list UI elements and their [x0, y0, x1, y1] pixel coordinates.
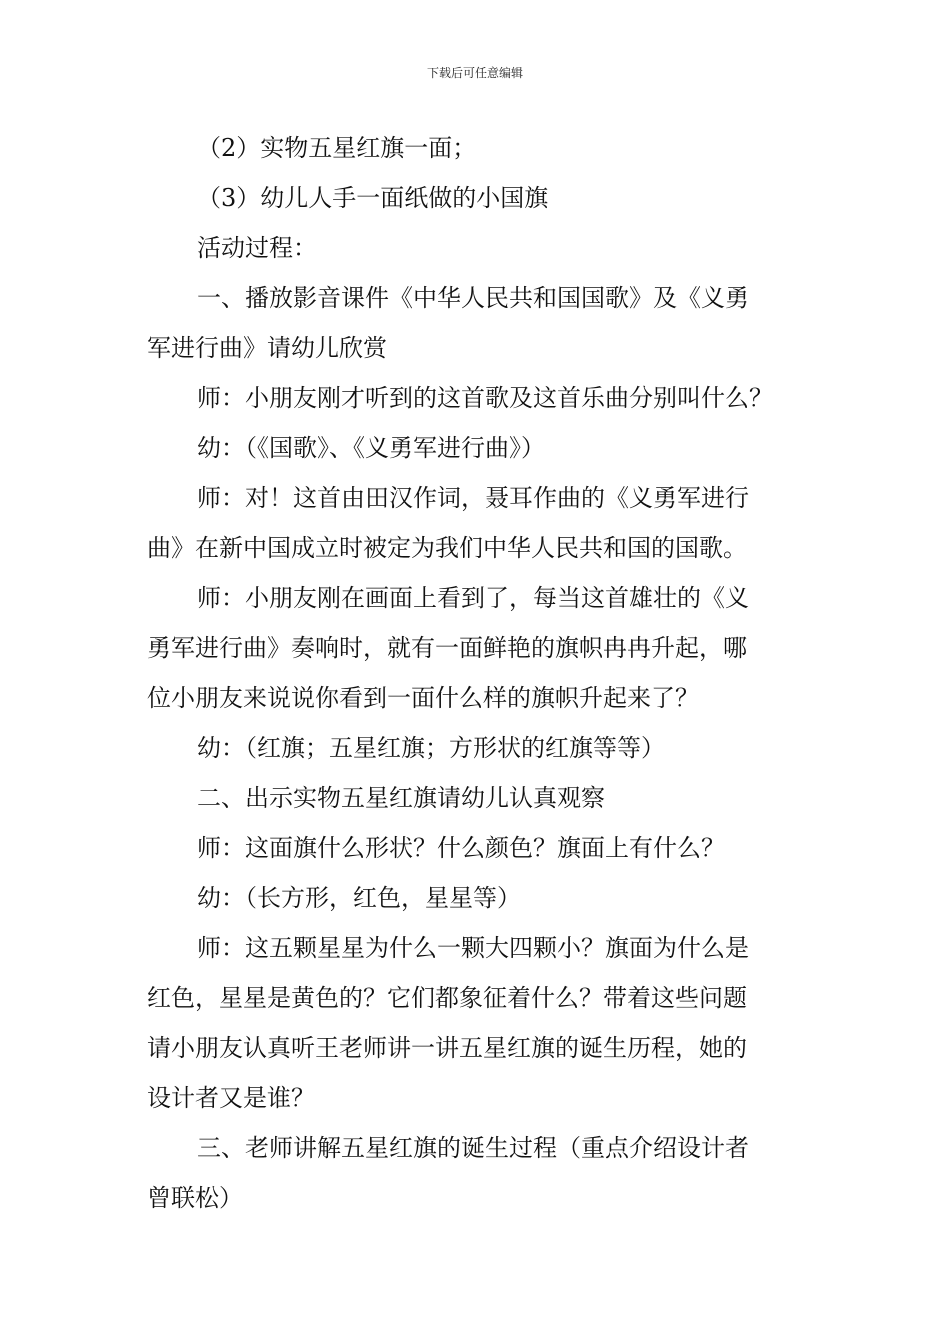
- text-line: 师：对！这首由田汉作词，聂耳作曲的《义勇军进行: [197, 484, 749, 512]
- text-line: 军进行曲》请幼儿欣赏: [147, 334, 387, 362]
- text-line: （2）实物五星红旗一面；: [197, 134, 477, 162]
- text-line: 师：小朋友刚才听到的这首歌及这首乐曲分别叫什么？: [197, 384, 773, 412]
- text-line: 师：这五颗星星为什么一颗大四颗小？旗面为什么是: [197, 934, 749, 962]
- text-line: 曾联松）: [147, 1184, 243, 1212]
- text-line: （3）幼儿人手一面纸做的小国旗: [197, 184, 549, 212]
- text-line: 幼：（《国歌》、《义勇军进行曲》）: [197, 434, 545, 462]
- text-line: 曲》在新中国成立时被定为我们中华人民共和国的国歌。: [147, 534, 747, 562]
- page-header: 下载后可任意编辑: [426, 66, 523, 80]
- document-body: [147, 123, 807, 1223]
- text-line: 位小朋友来说说你看到一面什么样的旗帜升起来了？: [147, 684, 699, 712]
- text-line: 一、播放影音课件《中华人民共和国国歌》及《义勇: [197, 284, 749, 312]
- text-line: 设计者又是谁？: [147, 1084, 315, 1112]
- text-line: 勇军进行曲》奏响时，就有一面鲜艳的旗帜冉冉升起，哪: [147, 634, 747, 662]
- text-line: 二、出示实物五星红旗请幼儿认真观察: [197, 784, 605, 812]
- text-line: 请小朋友认真听王老师讲一讲五星红旗的诞生历程，她的: [147, 1034, 747, 1062]
- text-line: 师：这面旗什么形状？什么颜色？旗面上有什么？: [197, 834, 725, 862]
- text-line: 幼：（红旗；五星红旗；方形状的红旗等等）: [197, 734, 665, 762]
- text-line: 三、老师讲解五星红旗的诞生过程（重点介绍设计者: [197, 1134, 749, 1162]
- text-line: 活动过程：: [197, 234, 317, 262]
- text-line: 红色，星星是黄色的？它们都象征着什么？带着这些问题: [147, 984, 747, 1012]
- text-line: 幼：（长方形，红色，星星等）: [197, 884, 521, 912]
- text-line: 师：小朋友刚在画面上看到了，每当这首雄壮的《义: [197, 584, 749, 612]
